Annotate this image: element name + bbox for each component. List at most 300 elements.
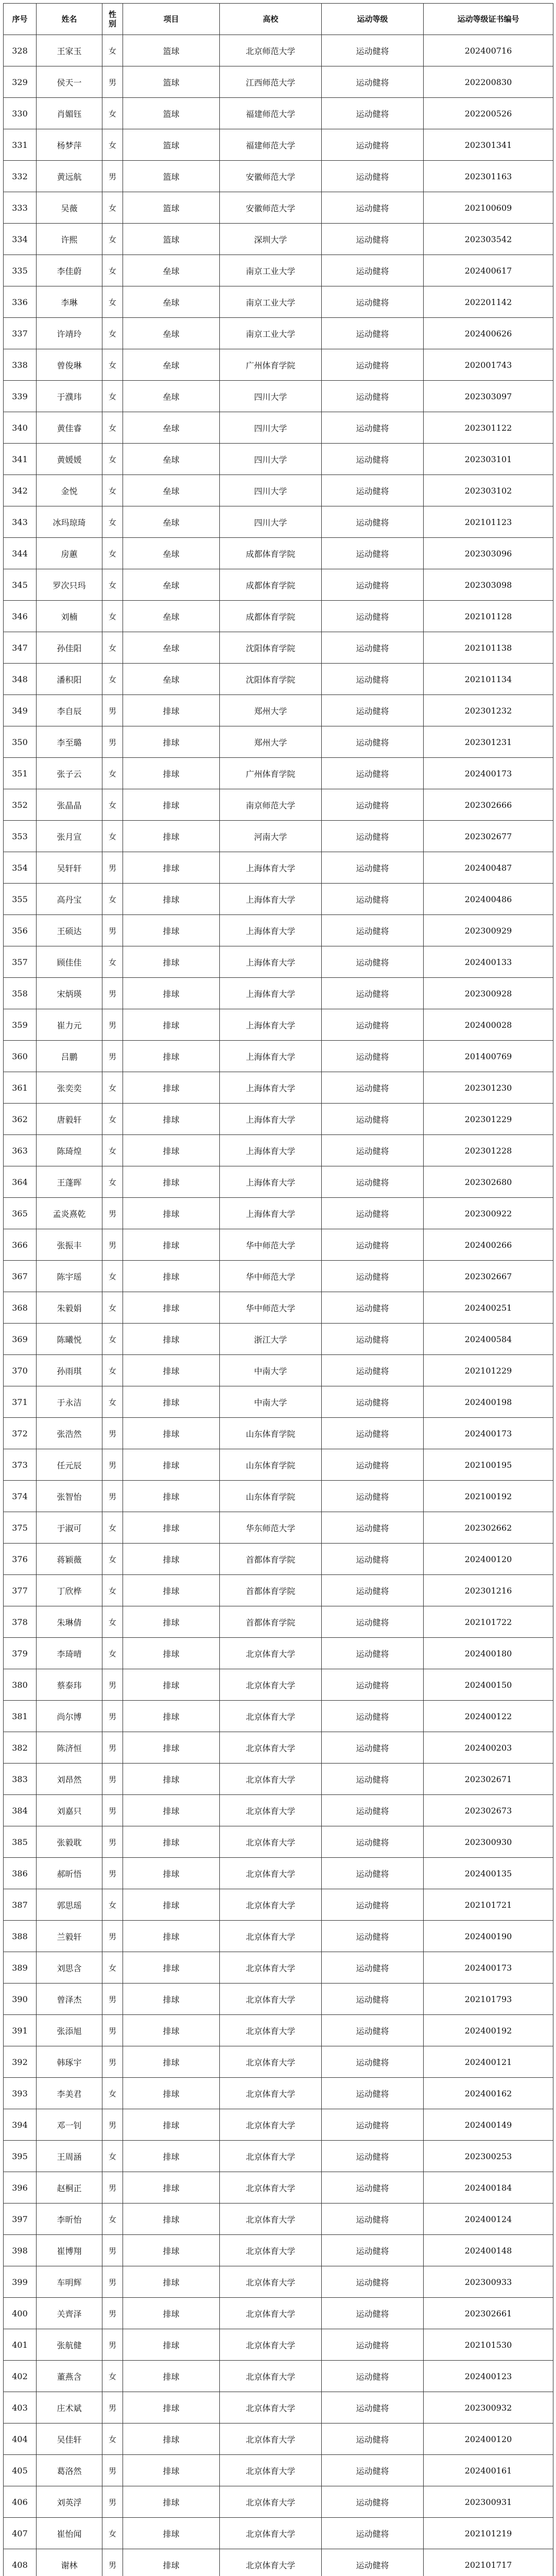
cell-cert: 202400149 bbox=[424, 2109, 553, 2141]
cell-name: 陈宇瑶 bbox=[37, 1261, 102, 1292]
cell-sex: 男 bbox=[102, 2455, 123, 2486]
cell-sex: 女 bbox=[102, 601, 123, 632]
table-row bbox=[4, 506, 553, 538]
cell-sport: 排球 bbox=[123, 1638, 220, 1669]
cell-cert: 202302677 bbox=[424, 821, 553, 852]
cell-no: 330 bbox=[4, 98, 37, 129]
cell-sport: 排球 bbox=[123, 946, 220, 978]
cell-school: 上海体育大学 bbox=[220, 978, 322, 1009]
cell-cert: 201400769 bbox=[424, 1041, 553, 1072]
header-level: 运动等级 bbox=[322, 4, 424, 35]
cell-sport: 排球 bbox=[123, 1292, 220, 1324]
table-row bbox=[4, 1324, 553, 1355]
cell-school: 中南大学 bbox=[220, 1386, 322, 1418]
cell-name: 孟炎熹乾 bbox=[37, 1198, 102, 1229]
cell-school: 四川大学 bbox=[220, 381, 322, 412]
table-row bbox=[4, 1292, 553, 1324]
table-row bbox=[4, 1669, 553, 1701]
cell-level: 运动健将 bbox=[322, 1889, 424, 1921]
cell-cert: 202400122 bbox=[424, 1701, 553, 1732]
cell-level: 运动健将 bbox=[322, 2298, 424, 2329]
cell-cert: 202300931 bbox=[424, 2486, 553, 2518]
cell-level: 运动健将 bbox=[322, 1921, 424, 1952]
cell-level: 运动健将 bbox=[322, 1606, 424, 1638]
cell-sport: 排球 bbox=[123, 1512, 220, 1544]
cell-no: 360 bbox=[4, 1041, 37, 1072]
table-row bbox=[4, 224, 553, 255]
table-row bbox=[4, 2424, 553, 2455]
cell-sport: 垒球 bbox=[123, 444, 220, 475]
cell-level: 运动健将 bbox=[322, 2172, 424, 2204]
cell-name: 吴薇 bbox=[37, 192, 102, 224]
cell-cert: 202301216 bbox=[424, 1575, 553, 1606]
cell-name: 高丹宝 bbox=[37, 884, 102, 915]
table-row bbox=[4, 1952, 553, 1984]
cell-sport: 垒球 bbox=[123, 538, 220, 569]
cell-sex: 男 bbox=[102, 1764, 123, 1795]
cell-level: 运动健将 bbox=[322, 632, 424, 664]
cell-level: 运动健将 bbox=[322, 1135, 424, 1166]
cell-sex: 男 bbox=[102, 1732, 123, 1764]
cell-sex: 男 bbox=[102, 978, 123, 1009]
cell-cert: 202101229 bbox=[424, 1355, 553, 1386]
cell-sport: 排球 bbox=[123, 1041, 220, 1072]
cell-level: 运动健将 bbox=[322, 915, 424, 946]
cell-sport: 垒球 bbox=[123, 349, 220, 381]
cell-name: 李佳蔚 bbox=[37, 255, 102, 286]
cell-cert: 202300929 bbox=[424, 915, 553, 946]
table-row bbox=[4, 852, 553, 884]
cell-level: 运动健将 bbox=[322, 1764, 424, 1795]
cell-no: 358 bbox=[4, 978, 37, 1009]
cell-level: 运动健将 bbox=[322, 192, 424, 224]
cell-school: 北京体育大学 bbox=[220, 1669, 322, 1701]
cell-school: 四川大学 bbox=[220, 506, 322, 538]
cell-name: 郭思瑶 bbox=[37, 1889, 102, 1921]
cell-school: 北京体育大学 bbox=[220, 2266, 322, 2298]
cell-name: 刘思含 bbox=[37, 1952, 102, 1984]
table-row bbox=[4, 1166, 553, 1198]
cell-no: 392 bbox=[4, 2046, 37, 2078]
cell-name: 吴轩轩 bbox=[37, 852, 102, 884]
cell-no: 375 bbox=[4, 1512, 37, 1544]
cell-name: 李自辰 bbox=[37, 695, 102, 726]
cell-level: 运动健将 bbox=[322, 2424, 424, 2455]
cell-no: 363 bbox=[4, 1135, 37, 1166]
cell-no: 398 bbox=[4, 2235, 37, 2266]
cell-level: 运动健将 bbox=[322, 538, 424, 569]
cell-sex: 男 bbox=[102, 852, 123, 884]
cell-cert: 202400120 bbox=[424, 1544, 553, 1575]
cell-school: 首都体育学院 bbox=[220, 1606, 322, 1638]
cell-name: 蒋颖薇 bbox=[37, 1544, 102, 1575]
cell-school: 北京体育大学 bbox=[220, 2329, 322, 2361]
cell-school: 南京工业大学 bbox=[220, 286, 322, 318]
cell-level: 运动健将 bbox=[322, 2266, 424, 2298]
cell-name: 吕鹏 bbox=[37, 1041, 102, 1072]
cell-level: 运动健将 bbox=[322, 1198, 424, 1229]
cell-cert: 202301163 bbox=[424, 161, 553, 192]
cell-cert: 202400190 bbox=[424, 1921, 553, 1952]
table-row bbox=[4, 1355, 553, 1386]
cell-sex: 女 bbox=[102, 2361, 123, 2392]
cell-sex: 女 bbox=[102, 1324, 123, 1355]
cell-no: 403 bbox=[4, 2392, 37, 2424]
cell-name: 刘昂然 bbox=[37, 1764, 102, 1795]
cell-name: 房蕙 bbox=[37, 538, 102, 569]
cell-no: 361 bbox=[4, 1072, 37, 1104]
cell-school: 北京体育大学 bbox=[220, 1921, 322, 1952]
cell-sex: 男 bbox=[102, 1858, 123, 1889]
cell-level: 运动健将 bbox=[322, 695, 424, 726]
cell-school: 北京体育大学 bbox=[220, 2486, 322, 2518]
cell-school: 上海体育大学 bbox=[220, 1166, 322, 1198]
cell-name: 吴佳轩 bbox=[37, 2424, 102, 2455]
table-row bbox=[4, 2046, 553, 2078]
cell-cert: 202302661 bbox=[424, 2298, 553, 2329]
cell-school: 沈阳体育学院 bbox=[220, 664, 322, 695]
table-row bbox=[4, 1041, 553, 1072]
cell-no: 372 bbox=[4, 1418, 37, 1449]
cell-sport: 排球 bbox=[123, 1669, 220, 1701]
table-row bbox=[4, 349, 553, 381]
cell-school: 山东体育学院 bbox=[220, 1481, 322, 1512]
cell-school: 上海体育大学 bbox=[220, 884, 322, 915]
cell-sport: 垒球 bbox=[123, 664, 220, 695]
table-row bbox=[4, 2329, 553, 2361]
cell-name: 郝昕悟 bbox=[37, 1858, 102, 1889]
cell-name: 李琳 bbox=[37, 286, 102, 318]
cell-sport: 排球 bbox=[123, 1386, 220, 1418]
cell-level: 运动健将 bbox=[322, 601, 424, 632]
cell-cert: 202400487 bbox=[424, 852, 553, 884]
cell-no: 373 bbox=[4, 1449, 37, 1481]
cell-school: 成都体育学院 bbox=[220, 569, 322, 601]
cell-name: 王蓬晖 bbox=[37, 1166, 102, 1198]
cell-sport: 排球 bbox=[123, 1889, 220, 1921]
cell-no: 344 bbox=[4, 538, 37, 569]
cell-sex: 女 bbox=[102, 1104, 123, 1135]
header-sport: 项目 bbox=[123, 4, 220, 35]
cell-level: 运动健将 bbox=[322, 1166, 424, 1198]
cell-school: 山东体育学院 bbox=[220, 1449, 322, 1481]
cell-no: 397 bbox=[4, 2204, 37, 2235]
cell-level: 运动健将 bbox=[322, 1669, 424, 1701]
cell-cert: 202400173 bbox=[424, 1952, 553, 1984]
cell-school: 北京体育大学 bbox=[220, 2141, 322, 2172]
cell-name: 宋炳瑛 bbox=[37, 978, 102, 1009]
cell-school: 福建师范大学 bbox=[220, 98, 322, 129]
cell-name: 葛洛然 bbox=[37, 2455, 102, 2486]
cell-school: 南京工业大学 bbox=[220, 255, 322, 286]
cell-sex: 男 bbox=[102, 1669, 123, 1701]
cell-no: 400 bbox=[4, 2298, 37, 2329]
cell-level: 运动健将 bbox=[322, 1544, 424, 1575]
cell-sport: 排球 bbox=[123, 2424, 220, 2455]
cell-school: 北京体育大学 bbox=[220, 1638, 322, 1669]
cell-no: 365 bbox=[4, 1198, 37, 1229]
cell-sex: 男 bbox=[102, 66, 123, 98]
table-row bbox=[4, 1449, 553, 1481]
cell-school: 河南大学 bbox=[220, 821, 322, 852]
cell-no: 401 bbox=[4, 2329, 37, 2361]
cell-sport: 垒球 bbox=[123, 569, 220, 601]
cell-school: 北京体育大学 bbox=[220, 2204, 322, 2235]
table-row bbox=[4, 1135, 553, 1166]
cell-cert: 202303097 bbox=[424, 381, 553, 412]
table-row bbox=[4, 946, 553, 978]
cell-level: 运动健将 bbox=[322, 255, 424, 286]
table-row bbox=[4, 1889, 553, 1921]
cell-cert: 202400184 bbox=[424, 2172, 553, 2204]
cell-sport: 排球 bbox=[123, 2078, 220, 2109]
cell-no: 395 bbox=[4, 2141, 37, 2172]
table-row bbox=[4, 1104, 553, 1135]
cell-sport: 排球 bbox=[123, 1701, 220, 1732]
cell-name: 董燕含 bbox=[37, 2361, 102, 2392]
cell-sport: 排球 bbox=[123, 1324, 220, 1355]
cell-sex: 女 bbox=[102, 664, 123, 695]
cell-no: 349 bbox=[4, 695, 37, 726]
cell-school: 北京体育大学 bbox=[220, 2455, 322, 2486]
cell-cert: 202302671 bbox=[424, 1764, 553, 1795]
header-cert: 运动等级证书编号 bbox=[424, 4, 553, 35]
table-row bbox=[4, 2172, 553, 2204]
cell-sex: 男 bbox=[102, 1449, 123, 1481]
cell-sex: 男 bbox=[102, 1481, 123, 1512]
cell-sex: 男 bbox=[102, 1984, 123, 2015]
cell-level: 运动健将 bbox=[322, 444, 424, 475]
cell-school: 上海体育大学 bbox=[220, 1041, 322, 1072]
cell-school: 南京师范大学 bbox=[220, 789, 322, 821]
cell-level: 运动健将 bbox=[322, 1575, 424, 1606]
cell-school: 北京体育大学 bbox=[220, 1795, 322, 1826]
cell-no: 387 bbox=[4, 1889, 37, 1921]
cell-name: 张振丰 bbox=[37, 1229, 102, 1261]
cell-sport: 排球 bbox=[123, 1575, 220, 1606]
cell-no: 388 bbox=[4, 1921, 37, 1952]
cell-no: 382 bbox=[4, 1732, 37, 1764]
cell-no: 345 bbox=[4, 569, 37, 601]
cell-level: 运动健将 bbox=[322, 1229, 424, 1261]
table-row bbox=[4, 726, 553, 758]
cell-cert: 202100192 bbox=[424, 1481, 553, 1512]
cell-school: 上海体育大学 bbox=[220, 852, 322, 884]
cell-level: 运动健将 bbox=[322, 129, 424, 161]
cell-name: 崔博翔 bbox=[37, 2235, 102, 2266]
cell-no: 364 bbox=[4, 1166, 37, 1198]
table-row bbox=[4, 2455, 553, 2486]
cell-name: 曾泽杰 bbox=[37, 1984, 102, 2015]
cell-level: 运动健将 bbox=[322, 2046, 424, 2078]
cell-level: 运动健将 bbox=[322, 381, 424, 412]
cell-cert: 202101793 bbox=[424, 1984, 553, 2015]
cell-name: 张晶晶 bbox=[37, 789, 102, 821]
cell-level: 运动健将 bbox=[322, 98, 424, 129]
cell-no: 371 bbox=[4, 1386, 37, 1418]
cell-no: 347 bbox=[4, 632, 37, 664]
cell-name: 朱毅娟 bbox=[37, 1292, 102, 1324]
table-row bbox=[4, 1701, 553, 1732]
cell-no: 367 bbox=[4, 1261, 37, 1292]
table-row bbox=[4, 1009, 553, 1041]
cell-name: 张浩然 bbox=[37, 1418, 102, 1449]
cell-school: 北京体育大学 bbox=[220, 1858, 322, 1889]
cell-sex: 男 bbox=[102, 1198, 123, 1229]
cell-name: 刘楠 bbox=[37, 601, 102, 632]
cell-name: 黄媛媛 bbox=[37, 444, 102, 475]
cell-school: 上海体育大学 bbox=[220, 946, 322, 978]
cell-sex: 女 bbox=[102, 444, 123, 475]
cell-cert: 202300930 bbox=[424, 1826, 553, 1858]
cell-name: 韩琢宇 bbox=[37, 2046, 102, 2078]
cell-level: 运动健将 bbox=[322, 1826, 424, 1858]
cell-name: 黄远航 bbox=[37, 161, 102, 192]
cell-cert: 202400173 bbox=[424, 758, 553, 789]
cell-school: 北京体育大学 bbox=[220, 1732, 322, 1764]
cell-sport: 排球 bbox=[123, 915, 220, 946]
cell-no: 352 bbox=[4, 789, 37, 821]
cell-sex: 女 bbox=[102, 2518, 123, 2549]
cell-sex: 女 bbox=[102, 2078, 123, 2109]
cell-name: 张航健 bbox=[37, 2329, 102, 2361]
cell-sex: 女 bbox=[102, 1166, 123, 1198]
cell-sport: 排球 bbox=[123, 1984, 220, 2015]
cell-cert: 202301228 bbox=[424, 1135, 553, 1166]
cell-sport: 垒球 bbox=[123, 601, 220, 632]
cell-school: 福建师范大学 bbox=[220, 129, 322, 161]
cell-sex: 女 bbox=[102, 318, 123, 349]
cell-name: 张添旭 bbox=[37, 2015, 102, 2046]
cell-school: 江西师范大学 bbox=[220, 66, 322, 98]
cell-name: 尚尔博 bbox=[37, 1701, 102, 1732]
cell-sex: 女 bbox=[102, 224, 123, 255]
cell-cert: 202301232 bbox=[424, 695, 553, 726]
cell-school: 北京体育大学 bbox=[220, 2549, 322, 2576]
cell-level: 运动健将 bbox=[322, 1952, 424, 1984]
cell-level: 运动健将 bbox=[322, 1009, 424, 1041]
cell-no: 386 bbox=[4, 1858, 37, 1889]
cell-cert: 202300932 bbox=[424, 2392, 553, 2424]
cell-level: 运动健将 bbox=[322, 1041, 424, 1072]
cell-school: 北京体育大学 bbox=[220, 2109, 322, 2141]
cell-no: 340 bbox=[4, 412, 37, 444]
cell-cert: 202302680 bbox=[424, 1166, 553, 1198]
cell-no: 399 bbox=[4, 2266, 37, 2298]
cell-cert: 202100609 bbox=[424, 192, 553, 224]
cell-level: 运动健将 bbox=[322, 946, 424, 978]
cell-sport: 排球 bbox=[123, 2204, 220, 2235]
cell-name: 于淑可 bbox=[37, 1512, 102, 1544]
cell-sport: 排球 bbox=[123, 2455, 220, 2486]
table-row bbox=[4, 978, 553, 1009]
table-row bbox=[4, 1984, 553, 2015]
cell-sport: 排球 bbox=[123, 2015, 220, 2046]
cell-cert: 202303098 bbox=[424, 569, 553, 601]
table-row bbox=[4, 1229, 553, 1261]
cell-name: 唐毅轩 bbox=[37, 1104, 102, 1135]
cell-sport: 垒球 bbox=[123, 318, 220, 349]
cell-cert: 202400584 bbox=[424, 1324, 553, 1355]
cell-sex: 男 bbox=[102, 2235, 123, 2266]
cell-cert: 202101530 bbox=[424, 2329, 553, 2361]
cell-name: 蔡泰玮 bbox=[37, 1669, 102, 1701]
cell-cert: 202400626 bbox=[424, 318, 553, 349]
cell-name: 张毅耽 bbox=[37, 1826, 102, 1858]
cell-level: 运动健将 bbox=[322, 1072, 424, 1104]
cell-sex: 女 bbox=[102, 1952, 123, 1984]
cell-cert: 202400203 bbox=[424, 1732, 553, 1764]
cell-sport: 垒球 bbox=[123, 412, 220, 444]
cell-school: 沈阳体育学院 bbox=[220, 632, 322, 664]
cell-name: 侯天一 bbox=[37, 66, 102, 98]
cell-name: 张智怡 bbox=[37, 1481, 102, 1512]
cell-sex: 男 bbox=[102, 161, 123, 192]
table-row bbox=[4, 1072, 553, 1104]
table-row bbox=[4, 35, 553, 66]
cell-sex: 男 bbox=[102, 2266, 123, 2298]
table-row bbox=[4, 1544, 553, 1575]
cell-cert: 202101128 bbox=[424, 601, 553, 632]
cell-no: 343 bbox=[4, 506, 37, 538]
cell-name: 许靖玲 bbox=[37, 318, 102, 349]
cell-cert: 202400251 bbox=[424, 1292, 553, 1324]
cell-no: 390 bbox=[4, 1984, 37, 2015]
cell-sport: 排球 bbox=[123, 1355, 220, 1386]
cell-sex: 女 bbox=[102, 2424, 123, 2455]
cell-no: 402 bbox=[4, 2361, 37, 2392]
cell-school: 广州体育学院 bbox=[220, 758, 322, 789]
cell-level: 运动健将 bbox=[322, 412, 424, 444]
cell-sex: 男 bbox=[102, 2486, 123, 2518]
cell-school: 北京体育大学 bbox=[220, 2518, 322, 2549]
table-row bbox=[4, 318, 553, 349]
cell-sex: 男 bbox=[102, 1701, 123, 1732]
cell-no: 341 bbox=[4, 444, 37, 475]
cell-cert: 202400161 bbox=[424, 2455, 553, 2486]
cell-name: 王周涵 bbox=[37, 2141, 102, 2172]
cell-name: 许熙 bbox=[37, 224, 102, 255]
table-row bbox=[4, 1921, 553, 1952]
cell-no: 408 bbox=[4, 2549, 37, 2576]
cell-sex: 女 bbox=[102, 412, 123, 444]
table-row bbox=[4, 255, 553, 286]
cell-cert: 202400124 bbox=[424, 2204, 553, 2235]
table-row bbox=[4, 2266, 553, 2298]
cell-school: 北京体育大学 bbox=[220, 2046, 322, 2078]
cell-level: 运动健将 bbox=[322, 2392, 424, 2424]
cell-name: 李至璐 bbox=[37, 726, 102, 758]
cell-no: 370 bbox=[4, 1355, 37, 1386]
cell-name: 谢林 bbox=[37, 2549, 102, 2576]
table-row bbox=[4, 915, 553, 946]
cell-name: 朱琳倩 bbox=[37, 1606, 102, 1638]
cell-sex: 女 bbox=[102, 789, 123, 821]
cell-name: 陈济恒 bbox=[37, 1732, 102, 1764]
cell-name: 顾佳佳 bbox=[37, 946, 102, 978]
cell-level: 运动健将 bbox=[322, 758, 424, 789]
cell-no: 356 bbox=[4, 915, 37, 946]
cell-cert: 202200830 bbox=[424, 66, 553, 98]
cell-level: 运动健将 bbox=[322, 1324, 424, 1355]
cell-sport: 排球 bbox=[123, 821, 220, 852]
cell-school: 北京体育大学 bbox=[220, 2424, 322, 2455]
cell-school: 上海体育大学 bbox=[220, 1198, 322, 1229]
table-row bbox=[4, 1512, 553, 1544]
cell-cert: 202301231 bbox=[424, 726, 553, 758]
cell-level: 运动健将 bbox=[322, 2141, 424, 2172]
cell-sport: 排球 bbox=[123, 1198, 220, 1229]
